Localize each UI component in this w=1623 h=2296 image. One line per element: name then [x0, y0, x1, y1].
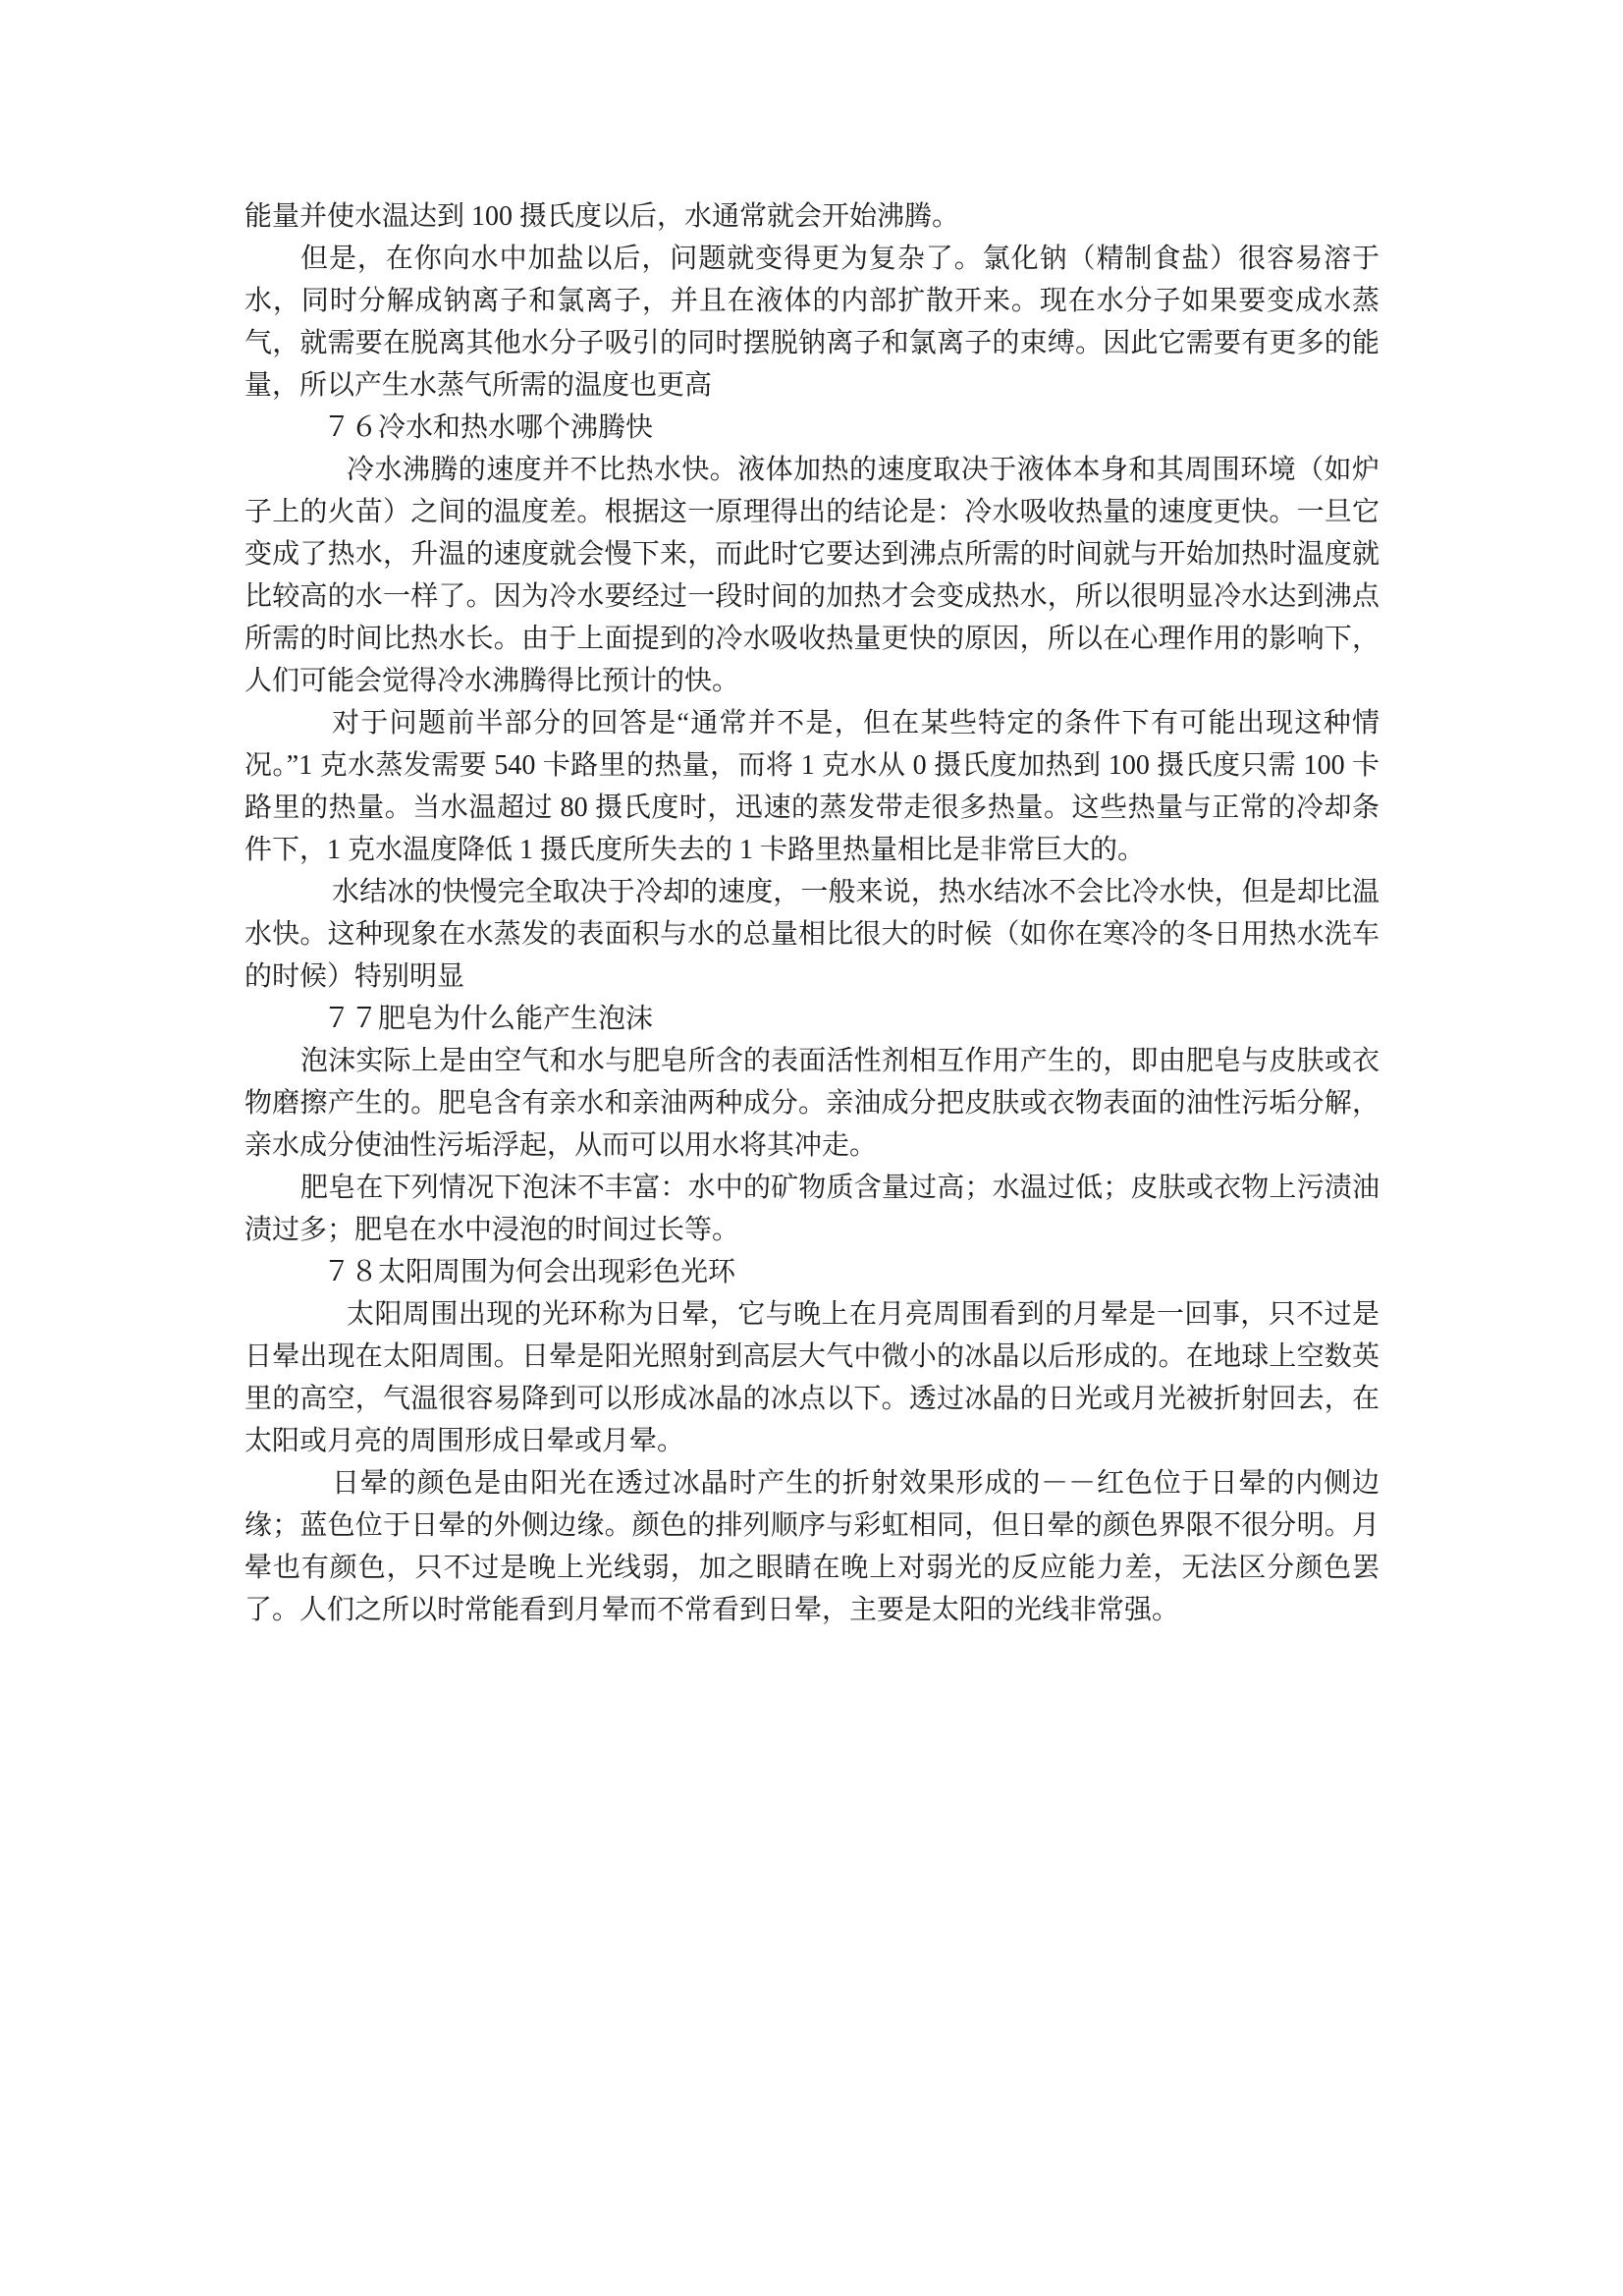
section-heading: ７８太阳周围为何会出现彩色光环: [323, 1257, 736, 1287]
body-paragraph: 对于问题前半部分的回答是“通常并不是，但在某些特定的条件下有可能出现这种情况。”1 克水蒸发需要 540 卡路里的热量，而将 1 克水从 0 摄氏度加热到 100 摄氏度只需 100 卡路里的热量。当水温超过 80 摄氏度时，迅速的蒸发带走很多热量。这些热量与正常的冷却条件下，1 克水温度降低 1 摄氏度所失去的 1 卡路里热量相比是非常巨大的。: [244, 708, 1380, 865]
body-paragraph: 冷水沸腾的速度并不比热水快。液体加热的速度取决于液体本身和其周围环境（如炉子上的火苗）之间的温度差。根据这一原理得出的结论是：冷水吸收热量的速度更快。一旦它变成了热水，升温的速度就会慢下来，而此时它要达到沸点所需的时间就与开始加热时温度就比较高的水一样了。因为冷水要经过一段时间的加热才会变成热水，所以很明显冷水达到沸点所需的时间比热水长。由于上面提到的冷水吸收热量更快的原因，所以在心理作用的影响下，人们可能会觉得冷水沸腾得比预计的快。: [244, 455, 1380, 696]
body-paragraph: 能量并使水温达到 100 摄氏度以后，水通常就会开始沸腾。: [244, 201, 960, 232]
body-paragraph: 日晕的颜色是由阳光在透过冰晶时产生的折射效果形成的－－红色位于日晕的内侧边缘；蓝色位于日晕的外侧边缘。颜色的排列顺序与彩虹相同，但日晕的颜色界限不很分明。月晕也有颜色，只不过是晚上光线弱，加之眼睛在晚上对弱光的反应能力差，无法区分颜色罢了。人们之所以时常能看到月晕而不常看到日晕，主要是太阳的光线非常强。: [244, 1468, 1380, 1625]
section-heading: ７７肥皂为什么能产生泡沫: [323, 1004, 654, 1034]
body-paragraph: 太阳周围出现的光环称为日晕，它与晚上在月亮周围看到的月晕是一回事，只不过是日晕出现在太阳周围。日晕是阳光照射到高层大气中微小的冰晶以后形成的。在地球上空数英里的高空，气温很容易降到可以形成冰晶的冰点以下。透过冰晶的日光或月光被折射回去，在太阳或月亮的周围形成日晕或月晕。: [244, 1299, 1380, 1456]
body-paragraph: 水结冰的快慢完全取决于冷却的速度，一般来说，热水结冰不会比冷水快，但是却比温水快。这种现象在水蒸发的表面积与水的总量相比很大的时候（如你在寒冷的冬日用热水洗车的时候）特别明显: [244, 877, 1380, 992]
body-paragraph: 泡沫实际上是由空气和水与肥皂所含的表面活性剂相互作用产生的，即由肥皂与皮肤或衣物磨擦产生的。肥皂含有亲水和亲油两种成分。亲油成分把皮肤或衣物表面的油性污垢分解，亲水成分使油性污垢浮起，从而可以用水将其冲走。: [244, 1046, 1380, 1161]
body-paragraph: 但是，在你向水中加盐以后，问题就变得更为复杂了。氯化钠（精制食盐）很容易溶于水，同时分解成钠离子和氯离子，并且在液体的内部扩散开来。现在水分子如果要变成水蒸气，就需要在脱离其他水分子吸引的同时摆脱钠离子和氯离子的束缚。因此它需要有更多的能量，所以产生水蒸气所需的温度也更高: [244, 244, 1380, 401]
text-content: [244, 195, 1380, 1631]
body-paragraph: 肥皂在下列情况下泡沫不丰富：水中的矿物质含量过高；水温过低；皮肤或衣物上污渍油渍过多；肥皂在水中浸泡的时间过长等。: [244, 1173, 1380, 1245]
section-heading: ７６冷水和热水哪个沸腾快: [323, 412, 654, 443]
